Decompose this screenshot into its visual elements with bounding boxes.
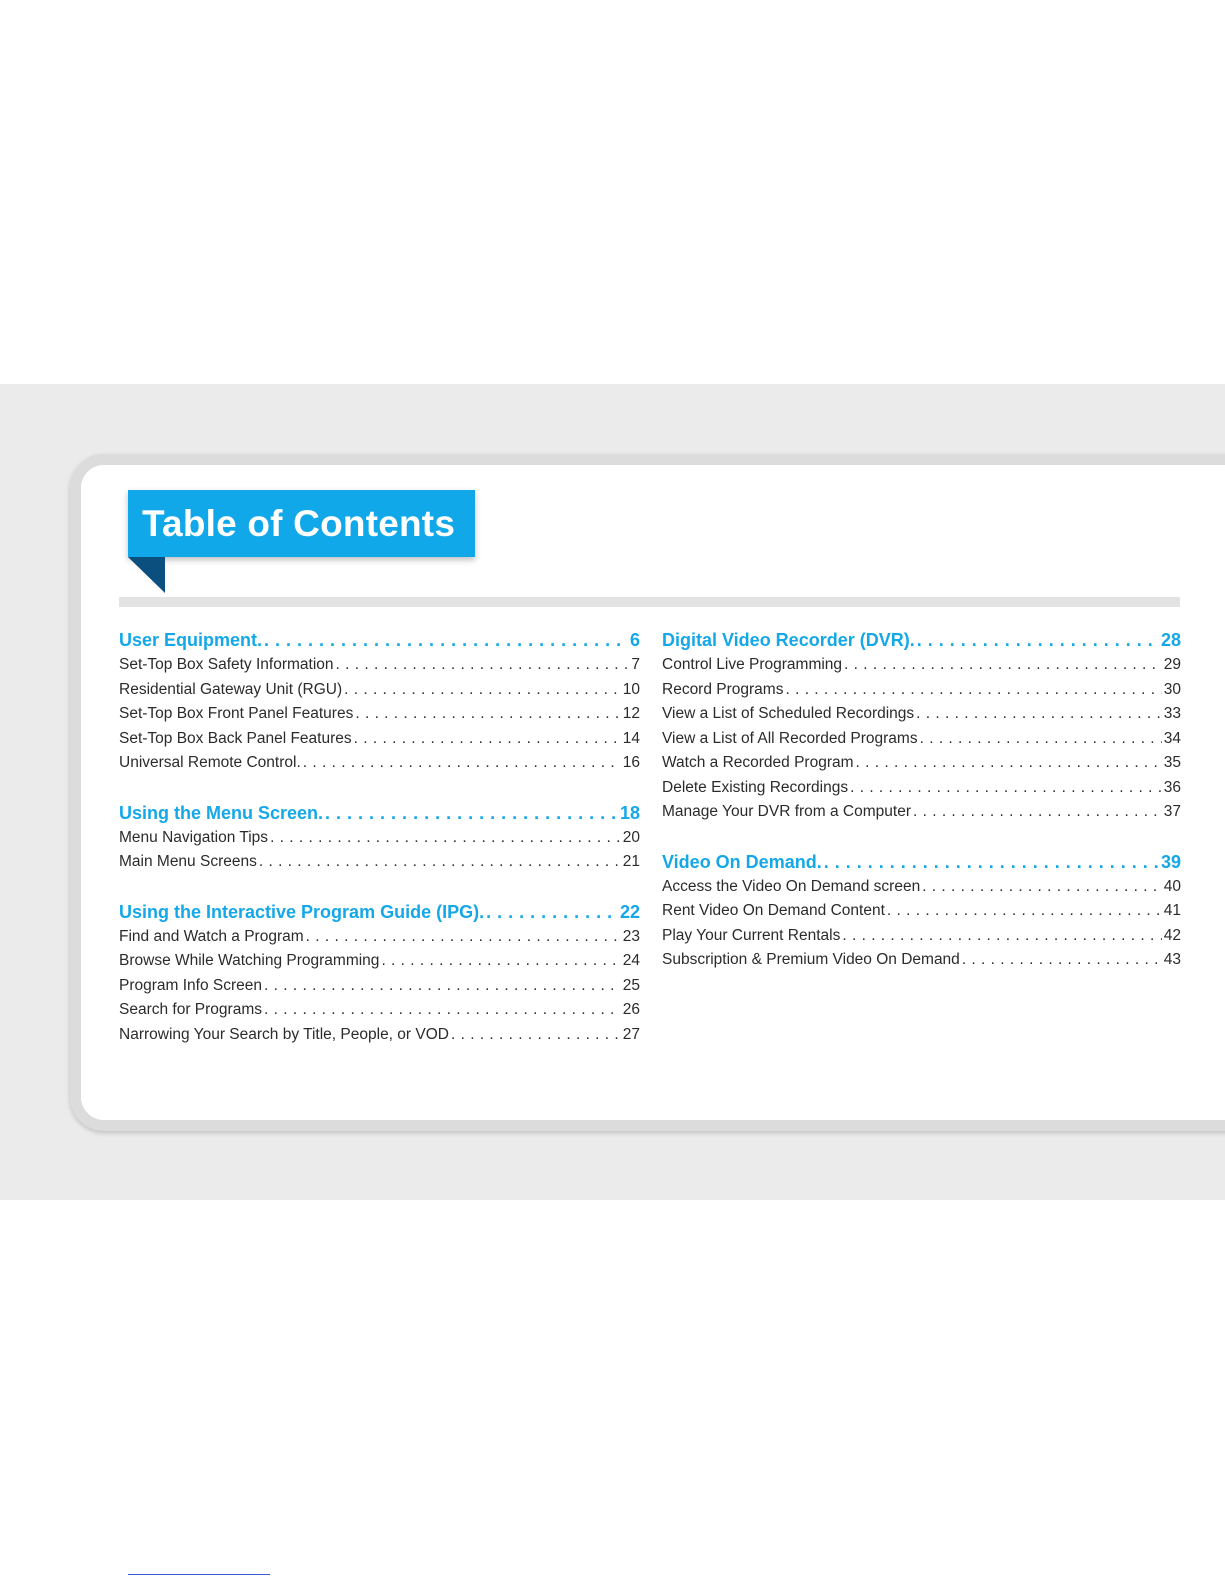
toc-entry[interactable]: Play Your Current Rentals . . . 42 xyxy=(662,927,1181,952)
toc-heading[interactable]: Using the Interactive Program Guide (IPG). . . . 22 xyxy=(119,902,640,928)
toc-entry[interactable]: Record Programs . . . 30 xyxy=(662,681,1181,706)
toc-column-right xyxy=(662,630,1181,1000)
toc-entry[interactable]: Program Info Screen . . . 25 xyxy=(119,977,640,1002)
toc-entry[interactable]: Access the Video On Demand screen . . . 40 xyxy=(662,878,1181,903)
toc-entry[interactable]: Set-Top Box Back Panel Features . . . 14 xyxy=(119,730,640,755)
toc-heading[interactable]: User Equipment. . . . 6 xyxy=(119,630,640,656)
toc-section xyxy=(119,902,640,1051)
toc-entry[interactable]: Residential Gateway Unit (RGU) . . . 10 xyxy=(119,681,640,706)
toc-entry[interactable]: Find and Watch a Program . . . 23 xyxy=(119,928,640,953)
toc-entry[interactable]: View a List of All Recorded Programs . . . 34 xyxy=(662,730,1181,755)
toc-entry[interactable]: Manage Your DVR from a Computer . . . 37 xyxy=(662,803,1181,828)
toc-entry[interactable]: Control Live Programming . . . 29 xyxy=(662,656,1181,681)
footer-link-underline xyxy=(128,1574,270,1575)
toc-entry[interactable]: Rent Video On Demand Content . . . 41 xyxy=(662,902,1181,927)
toc-heading[interactable]: Using the Menu Screen. . . . 18 xyxy=(119,803,640,829)
toc-section xyxy=(662,852,1181,976)
toc-entry[interactable]: Set-Top Box Front Panel Features . . . 12 xyxy=(119,705,640,730)
toc-entry[interactable]: Set-Top Box Safety Information . . . 7 xyxy=(119,656,640,681)
toc-entry[interactable]: Narrowing Your Search by Title, People, or VOD . . . 27 xyxy=(119,1026,640,1051)
toc-entry[interactable]: Delete Existing Recordings . . . 36 xyxy=(662,779,1181,804)
toc-entry[interactable]: Menu Navigation Tips . . . 20 xyxy=(119,829,640,854)
toc-entry[interactable]: Subscription & Premium Video On Demand . . . 43 xyxy=(662,951,1181,976)
toc-heading[interactable]: Video On Demand. . . . 39 xyxy=(662,852,1181,878)
toc-section xyxy=(119,630,640,779)
banner-fold xyxy=(128,557,165,593)
toc-heading[interactable]: Digital Video Recorder (DVR). . . . 28 xyxy=(662,630,1181,656)
toc-entry[interactable]: Universal Remote Control. . . . 16 xyxy=(119,754,640,779)
toc-section xyxy=(119,803,640,878)
toc-column-left xyxy=(119,630,640,1074)
page-title: Table of Contents xyxy=(142,502,456,544)
toc-entry[interactable]: Watch a Recorded Program . . . 35 xyxy=(662,754,1181,779)
divider xyxy=(119,597,1180,607)
toc-section xyxy=(662,630,1181,828)
title-banner xyxy=(128,490,475,557)
toc-entry[interactable]: Search for Programs . . . 26 xyxy=(119,1001,640,1026)
toc-entry[interactable]: View a List of Scheduled Recordings . . . 33 xyxy=(662,705,1181,730)
toc-entry[interactable]: Main Menu Screens . . . 21 xyxy=(119,853,640,878)
toc-entry[interactable]: Browse While Watching Programming . . . 24 xyxy=(119,952,640,977)
